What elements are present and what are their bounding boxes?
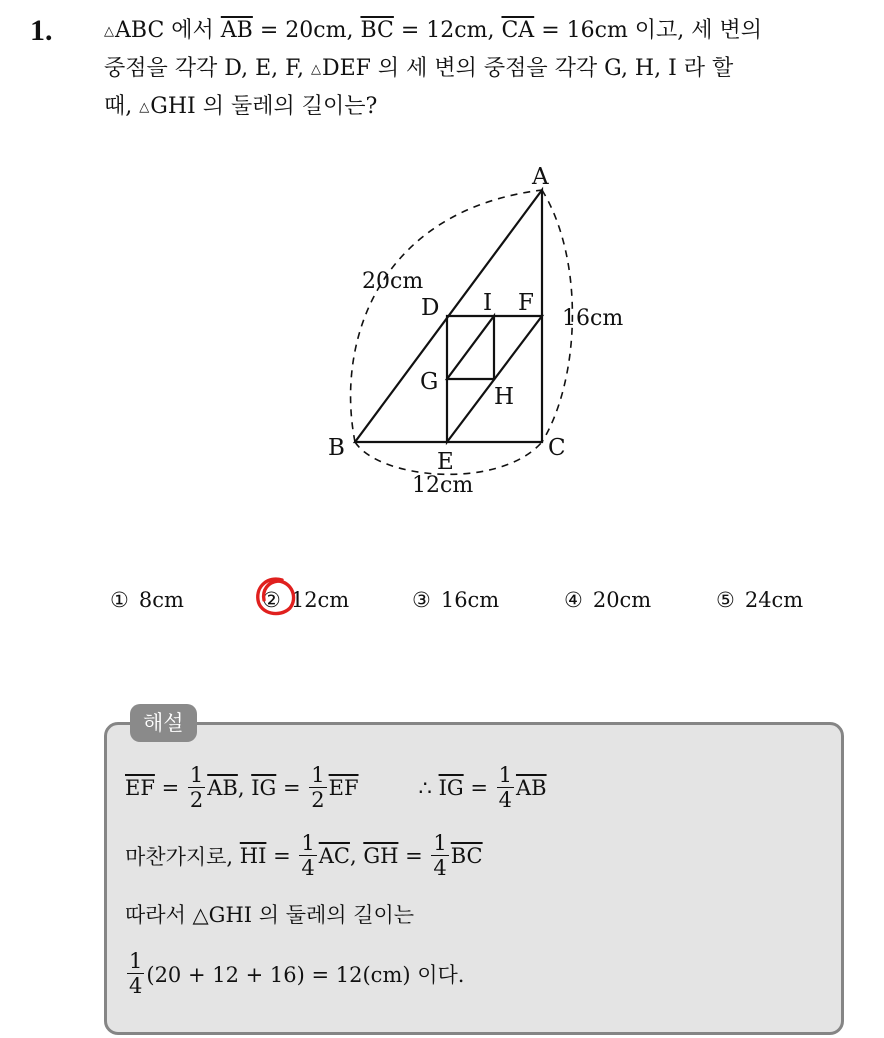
length-ab: 20cm [362,269,424,294]
segment-bc: $\overline{BC}$ [450,843,483,868]
triangle-symbol: △ [310,62,321,77]
choice-mark: ⑤ [716,588,735,612]
fraction-quarter: $\frac{1}{4}$ [129,949,143,998]
solution-box [104,722,844,1035]
question-fragment: 때, [104,94,140,119]
choice-5[interactable] [716,588,803,612]
equals: = [276,775,308,800]
question-fragment: = 20cm, [252,18,361,43]
segment-ef: $\overline{EF}$ [328,775,359,800]
question-fragment: = 16cm 이고, 세 변의 [534,18,763,43]
choice-label: 24cm [744,588,804,612]
label-f: F [518,290,534,316]
fraction-quarter: $\frac{1}{4}$ [433,831,447,880]
label-i: I [483,290,493,316]
question-fragment: = 12cm, [393,18,502,43]
segment-ca: $\overline{CA}$ [501,18,535,43]
length-ca: 16cm [562,306,624,331]
choice-4[interactable] [564,588,651,612]
segment-ac: $\overline{AC}$ [318,843,350,868]
label-e: E [437,449,454,475]
label-a: A [532,164,549,190]
solution-line-1 [125,763,547,812]
segment-bc: $\overline{BC}$ [360,18,394,43]
answer-choices [110,588,850,620]
equals: = [266,843,298,868]
fraction-quarter: $\frac{1}{4}$ [498,763,512,812]
equals: = [398,843,430,868]
label-d: D [421,295,440,321]
solution-line-3: 따라서 △GHI 의 둘레의 길이는 [125,903,415,927]
label-b: B [328,435,345,461]
triangle-symbol: △ [104,24,114,39]
segment-ig: $\overline{IG}$ [251,775,277,800]
segment-ab: $\overline{AB}$ [220,18,253,43]
segment-gh: $\overline{GH}$ [363,843,399,868]
choice-mark: ① [110,588,129,612]
question-fragment: DEF 의 세 변의 중점을 각각 G, H, I 라 할 [321,56,734,81]
choice-mark: ③ [412,588,431,612]
question-number: 1. [30,14,53,47]
question-fragment: GHI 의 둘레의 길이는? [150,94,378,119]
solution-expression: (20 + 12 + 16) = 12(cm) 이다. [146,962,465,987]
segment-ig: $\overline{IG}$ [438,775,464,800]
comma: , [349,843,364,868]
segment-ab: $\overline{AB}$ [207,775,238,800]
triangle-figure [320,160,650,504]
choice-label: 12cm [290,588,350,612]
equals: = [154,775,186,800]
segment-ef: $\overline{EF}$ [125,775,155,800]
question-line-1 [104,12,864,50]
segment-hi: $\overline{HI}$ [239,843,267,868]
label-c: C [548,435,566,461]
solution-text: 마찬가지로, [125,844,240,869]
question-fragment: ABC 에서 [115,18,221,43]
choice-label: 16cm [440,588,500,612]
label-h: H [494,384,515,410]
fraction-quarter: $\frac{1}{4}$ [301,831,315,880]
question-fragment: 중점을 각각 D, E, F, [104,56,311,81]
question-line-3 [104,88,864,126]
question-line-2 [104,50,864,88]
selected-answer-circle [252,574,298,620]
choice-label: 8cm [138,588,184,612]
solution-line-4 [125,949,464,998]
comma: , [237,775,252,800]
choice-1[interactable] [110,588,184,612]
segment-ab: $\overline{AB}$ [515,775,547,800]
equals: = [463,775,495,800]
choice-mark: ② [262,588,281,612]
fraction-half: $\frac{1}{2}$ [189,763,204,812]
triangle-symbol: △ [139,100,150,115]
solution-line-2 [125,831,483,880]
triangle-ghi [447,316,494,379]
choice-mark: ④ [564,588,583,612]
solution-tag: 해설 [130,704,197,742]
question-text [104,12,864,126]
choice-label: 20cm [592,588,652,612]
therefore-symbol: ∴ [418,775,439,800]
choice-3[interactable] [412,588,499,612]
label-g: G [420,369,439,395]
length-bc: 12cm [412,473,474,498]
triangle-diagram [320,160,650,500]
fraction-half: $\frac{1}{2}$ [311,763,325,812]
